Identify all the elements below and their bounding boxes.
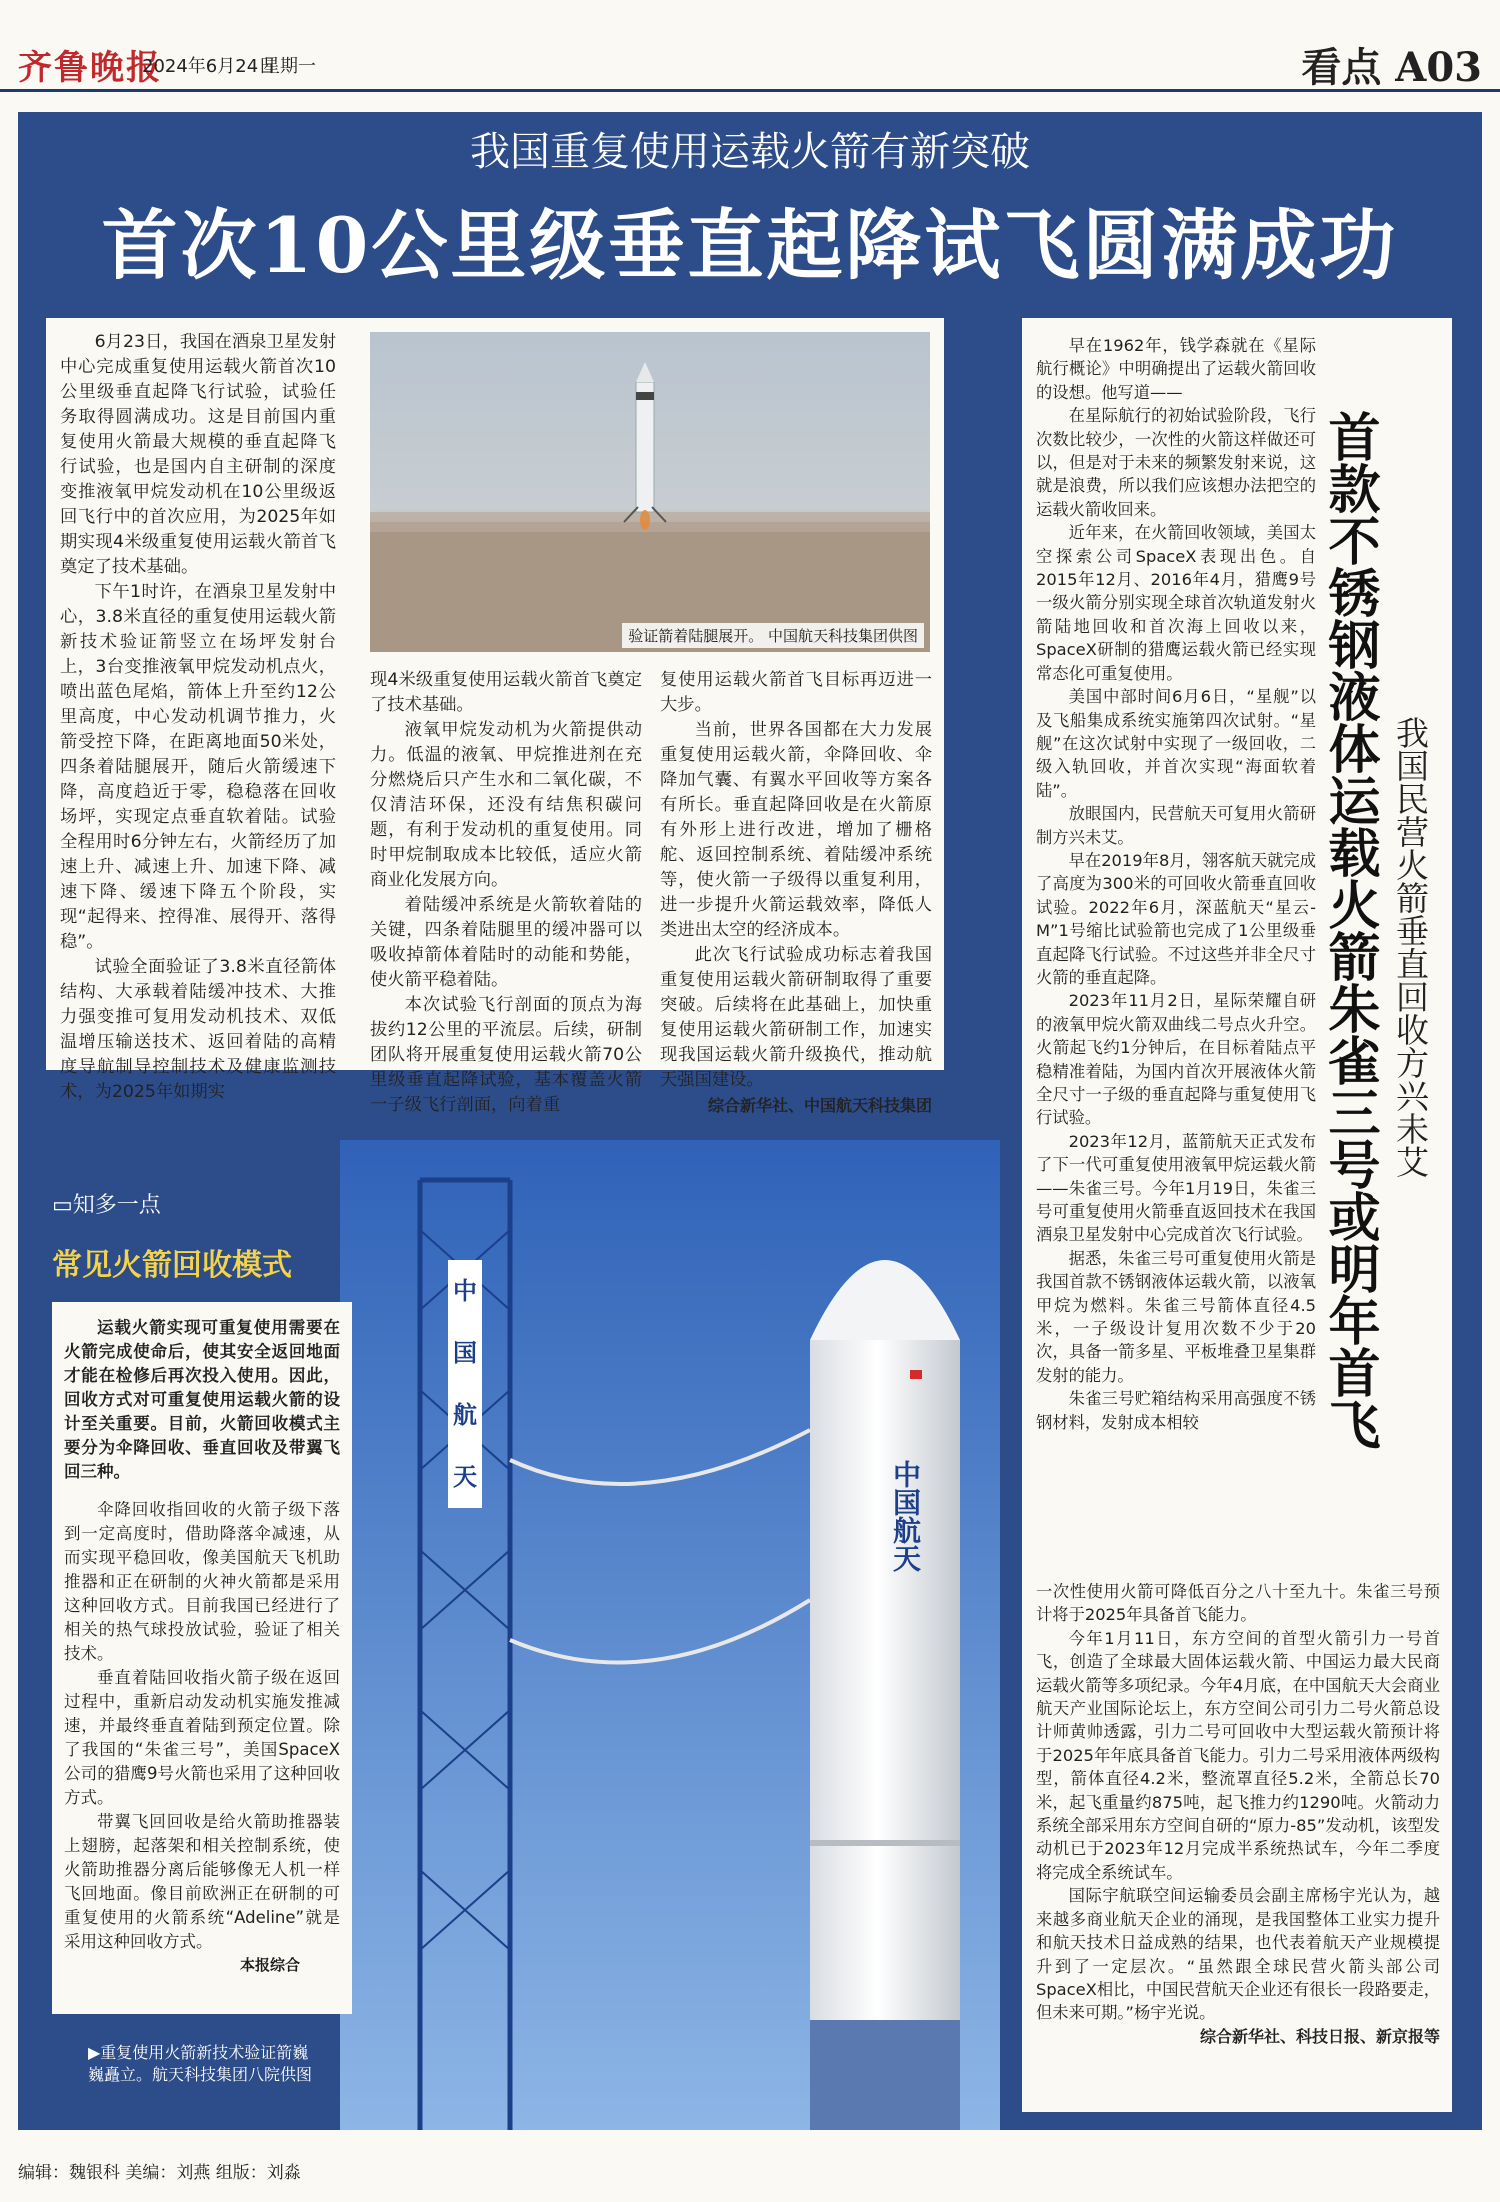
paragraph: 着陆缓冲系统是火箭软着陆的关键，四条着陆腿里的缓冲器可以吸收掉箭体着陆时的动能和势能，使火箭平稳着陆。 (370, 895, 642, 990)
tower-char: 国 (453, 1339, 477, 1367)
paragraph: 现4米级重复使用运载火箭首飞奠定了技术基础。 (370, 670, 642, 715)
main-article-col1 (60, 330, 336, 1105)
paragraph: 在星际航行的初始试验阶段，飞行次数比较少，一次性的火箭这样做还可以，但是对于未来的频繁发射来说，这就是浪费，所以我们应该想办法把空的运载火箭收回来。 (1036, 406, 1316, 519)
paragraph: 当前，世界各国都在大力发展重复使用运载火箭，伞降回收、伞降加气囊、有翼水平回收等方案各有所长。垂直起降回收是在火箭原有外形上进行改进，增加了栅格舵、返回控制系统、着陆缓冲系统等，使火箭一子级得以重复利用，进一步提升火箭运载效率，降低人类进出太空的经济成本。 (660, 720, 932, 940)
paragraph: 6月23日，我国在酒泉卫星发射中心完成重复使用运载火箭首次10公里级垂直起降飞行试验，试验任务取得圆满成功。这是目前国内重复使用火箭最大规模的垂直起降飞行试验，也是国内自主研制的深度变推液氧甲烷发动机在10公里级返回飞行中的首次应用，为2025年如期实现4米级重复使用运载火箭首飞奠定了技术基础。 (60, 332, 336, 577)
knowledge-label-text: 知多一点 (72, 1193, 161, 1218)
masthead (0, 0, 1500, 92)
main-article-col3 (660, 668, 932, 1118)
paragraph: 伞降回收指回收的火箭子级下落到一定高度时，借助降落伞减速，从而实现平稳回收，像美国航天飞机助推器和正在研制的火神火箭都是采用这种回收方式。目前我国已经进行了相关的热气球投放试验，验证了相关技术。 (64, 1500, 340, 1663)
sidebar-subtitle: 我国民营火箭垂直回收方兴未艾 (1391, 716, 1430, 1178)
knowledge-body (64, 1498, 340, 1954)
rocket-body-text: 中国航天 (889, 1460, 922, 1572)
paragraph: 早在2019年8月，翎客航天就完成了高度为300米的可回收火箭垂直回收试验。2022年6月，深蓝航天“星云-M”1号缩比试验箭也完成了1公里级垂直起降飞行试验。不过这些并非全尺寸火箭的垂直起降。 (1036, 850, 1316, 987)
issue-weekday: 星期一 (262, 56, 316, 77)
paragraph: 液氧甲烷发动机为火箭提供动力。低温的液氧、甲烷推进剂在充分燃烧后只产生水和二氧化碳，不仅清洁环保，还没有结焦积碳问题，有利于发动机的重复使用。同时甲烷制取成本比较低，适应火箭商业化发展方向。 (370, 720, 642, 890)
tower-char: 中 (453, 1277, 477, 1305)
sidebar-narrow-column (1036, 334, 1316, 1434)
issue-date: 2024年6月24日 (142, 56, 277, 77)
rocket-photo-caption (88, 2042, 312, 2086)
rocket-on-pad-illustration (340, 1140, 1000, 2130)
knowledge-credit: 本报综合 (239, 1956, 300, 1974)
paragraph: 复使用运载火箭首飞目标再迈进一大步。 (660, 670, 932, 715)
landing-photo (370, 332, 930, 652)
tower-char: 天 (453, 1463, 477, 1491)
paragraph: 2023年12月，蓝箭航天正式发布了下一代可重复使用液氧甲烷运载火箭——朱雀三号。今年1月19日，朱雀三号可重复使用火箭垂直返回技术在我国酒泉卫星发射中心完成首次飞行试验。 (1036, 1131, 1316, 1245)
caption-line: 巍矗立。航天科技集团八院供图 (88, 2065, 313, 2084)
paragraph: 运载火箭实现可重复使用需要在火箭完成使命后，使其安全返回地面才能在检修后再次投入使用。因此，回收方式对可重复使用运载火箭的设计至关重要。目前，火箭回收模式主要分为伞降回收、垂直回收及带翼飞回三种。 (64, 1318, 340, 1481)
photo-caption: 验证箭着陆腿展开。 中国航天科技集团供图 (622, 623, 924, 648)
page-footer: 编辑：魏银科 美编：刘燕 组版：刘淼 (18, 2163, 301, 2183)
page-section: 看点 A03 (1301, 44, 1482, 91)
paragraph: 带翼飞回回收是给火箭助推器装上翅膀，起落架和相关控制系统，使火箭助推器分离后能够像无人机一样飞回地面。像目前欧洲正在研制的可重复使用的火箭系统“Adeline”就是采用这种回收方式。 (64, 1812, 340, 1951)
landing-rocket-illustration (370, 332, 930, 652)
rocket-photo (340, 1140, 1000, 2130)
paragraph: 近年来，在火箭回收领域，美国太空探索公司SpaceX表现出色。自2015年12月、2016年4月，猎鹰9号一级火箭分别实现全球首次轨道发射火箭陆地回收和首次海上回收以来，SpaceX研制的猎鹰运载火箭已经实现常态化可重复使用。 (1036, 523, 1316, 683)
sidebar-credit: 综合新华社、科技日报、新京报等 (1199, 2026, 1440, 2046)
tower-char: 航 (453, 1401, 477, 1429)
tower-sign (448, 1260, 482, 1508)
paragraph: 国际宇航联空间运输委员会副主席杨宇光认为，越来越多商业航天企业的涌现，是我国整体工业实力提升和航天技术日益成熟的结果，也代表着航天产业规模提升到了一定层次。“虽然跟全球民营火箭头部公司SpaceX相比，中国民营航天企业还有很长一段路要走，但未来可期。”杨宇光说。 (1036, 1886, 1440, 2023)
paragraph: 本次试验飞行剖面的顶点为海拔约12公里的平流层。后续，研制团队将开展重复使用运载火箭70公里级垂直起降试验，基本覆盖火箭一子级飞行剖面，向着重 (370, 995, 642, 1115)
paragraph: 2023年11月2日，星际荣耀自研的液氧甲烷火箭双曲线二号点火升空。火箭起飞约1分钟后，在目标着陆点平稳精准着陆，为国内首次开展液体火箭全尺寸一子级的垂直起降与重复使用飞行试验。 (1036, 991, 1316, 1128)
paragraph: 放眼国内，民营航天可复用火箭研制方兴未艾。 (1036, 804, 1316, 847)
paragraph: 早在1962年，钱学森就在《星际航行概论》中明确提出了运载火箭回收的设想。他写道—— (1036, 336, 1316, 402)
article-credit: 综合新华社、中国航天科技集团 (707, 1096, 932, 1115)
main-article-col2 (370, 668, 642, 1118)
paragraph: 试验全面验证了3.8米直径箭体结构、大承载着陆缓冲技术、大推力强变推可复用发动机技术、双低温增压输送技术、返回着陆的高精度导航制导控制技术及健康监测技术，为2025年如期实 (60, 957, 336, 1102)
paragraph: 今年1月11日，东方空间的首型火箭引力一号首飞，创造了全球最大固体运载火箭、中国运力最大民商运载火箭等多项纪录。今年4月底，在中国航天大会商业航天产业国际论坛上，东方空间公司引力二号火箭总设计师黄帅透露，引力二号可回收中大型运载火箭预计将于2025年年底具备首飞能力。引力二号采用液体两级构型，箭体直径4.2米，整流罩直径5.2米，全箭总长70米，起飞重量约875吨，起飞推力约1290吨。火箭动力系统全部采用东方空间自研的“原力-85”发动机，该型发动机已于2023年12月完成半系统热试车，今年二季度将完成全系统试车。 (1036, 1628, 1440, 1882)
knowledge-label: ▭知多一点 (52, 1193, 161, 1218)
newspaper-logo: 齐鲁晚报 (18, 48, 162, 88)
knowledge-title: 常见火箭回收模式 (52, 1248, 292, 1283)
paragraph: 此次飞行试验成功标志着我国重复使用运载火箭研制取得了重要突破。后续将在此基础上，加快重复使用运载火箭研制工作，加速实现我国运载火箭升级换代，推动航天强国建设。 (660, 945, 932, 1090)
paragraph: 垂直着陆回收指火箭子级在返回过程中，重新启动发动机实施发推减速，并最终垂直着陆到预定位置。除了我国的“朱雀三号”，美国SpaceX公司的猎鹰9号火箭也采用了这种回收方式。 (64, 1668, 340, 1807)
paragraph: 据悉，朱雀三号可重复使用火箭是我国首款不锈钢液体运载火箭，以液氧甲烷为燃料。朱雀三号箭体直径4.5米，一子级设计复用次数不少于20次，具备一箭多星、平板堆叠卫星集群发射的能力。 (1036, 1248, 1316, 1385)
paragraph: 一次性使用火箭可降低百分之八十至九十。朱雀三号预计将于2025年具备首飞能力。 (1036, 1582, 1440, 1625)
paragraph: 下午1时许，在酒泉卫星发射中心，3.8米直径的重复使用运载火箭新技术验证箭竖立在场坪发射台上，3台变推液氧甲烷发动机点火，喷出蓝色尾焰，箭体上升至约12公里高度，中心发动机调节推力，火箭受控下降，在距离地面50米处，四条着陆腿展开，随后火箭缓速下降，高度趋近于零，稳稳落在回收场坪，实现定点垂直软着陆。试验全程用时6分钟左右，火箭经历了加速上升、减速上升、加速下降、减速下降、缓速下降五个阶段，实现“起得来、控得准、展得开、落得稳”。 (60, 582, 336, 952)
paragraph: 朱雀三号贮箱结构采用高强度不锈钢材料，发射成本相较 (1036, 1389, 1316, 1432)
knowledge-intro (64, 1316, 340, 1484)
sidebar-wide-column (1036, 1580, 1440, 2048)
headline-kicker: 我国重复使用运载火箭有新突破 (470, 129, 1030, 175)
page-headline: 首次10公里级垂直起降试飞圆满成功 (101, 201, 1399, 290)
paragraph: 美国中部时间6月6日，“星舰”以及飞船集成系统实施第四次试射。“星舰”在这次试射中实现了一级回收，二级入轨回收，并首次实现“海面软着陆”。 (1036, 687, 1316, 800)
caption-line: ▶重复使用火箭新技术验证箭巍 (88, 2043, 309, 2062)
knowledge-panel (52, 1302, 352, 2014)
sidebar-title: 首款不锈钢液体运载火箭朱雀三号或明年首飞 (1319, 410, 1380, 1450)
